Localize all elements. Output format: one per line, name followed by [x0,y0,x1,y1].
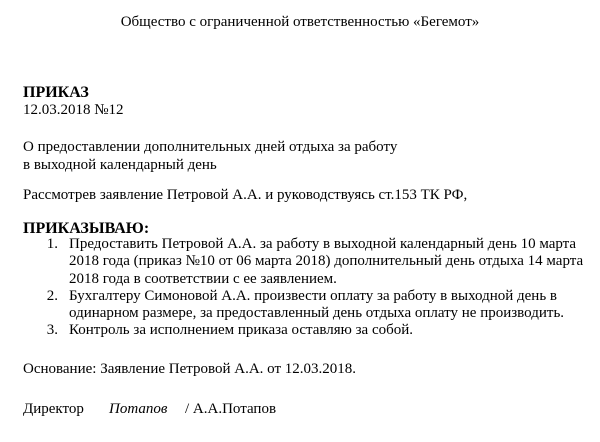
subject-line: О предоставлении дополнительных дней отдыха за работу [23,139,398,155]
signature-line [23,400,276,418]
item-line: 2018 года (приказ №10 от 06 марта 2018) дополнительный день отдыха 14 марта [69,253,584,270]
order-item [38,322,578,339]
signer-name: / А.А.Потапов [185,401,277,417]
item-line: одинарном размере, за предоставленный день отдыха оплату не производить. [69,305,565,322]
item-line: Контроль за исполнением приказа оставляю за собой. [69,322,414,339]
handwritten-signature: Потапов [109,401,168,417]
document-subject [23,138,397,174]
item-line: Предоставить Петровой А.А. за работу в выходной календарный день 10 марта [69,236,577,252]
order-items-list [38,236,584,340]
item-line: Бухгалтеру Симоновой А.А. произвести оплату за работу в выходной день в [69,287,557,304]
signer-role: Директор [23,401,84,417]
document-title: ПРИКАЗ [23,84,89,101]
consideration-text: Рассмотрев заявление Петровой А.А. и руководствуясь ст.153 ТК РФ, [23,187,468,203]
order-item [38,288,578,323]
item-line: 2018 года в соответствии с ее заявлением. [69,270,337,287]
item-number: 3. [46,322,58,339]
subject-line: в выходной календарный день [23,157,217,173]
basis-text: Основание: Заявление Петровой А.А. от 12.03.2018. [23,361,357,377]
item-number: 2. [46,287,58,304]
document-date-number: 12.03.2018 №12 [23,102,124,118]
company-name: Общество с ограниченной ответственностью «Бегемот» [120,14,480,30]
order-item [38,236,584,288]
item-number: 1. [46,236,58,252]
order-heading: ПРИКАЗЫВАЮ: [23,220,150,237]
